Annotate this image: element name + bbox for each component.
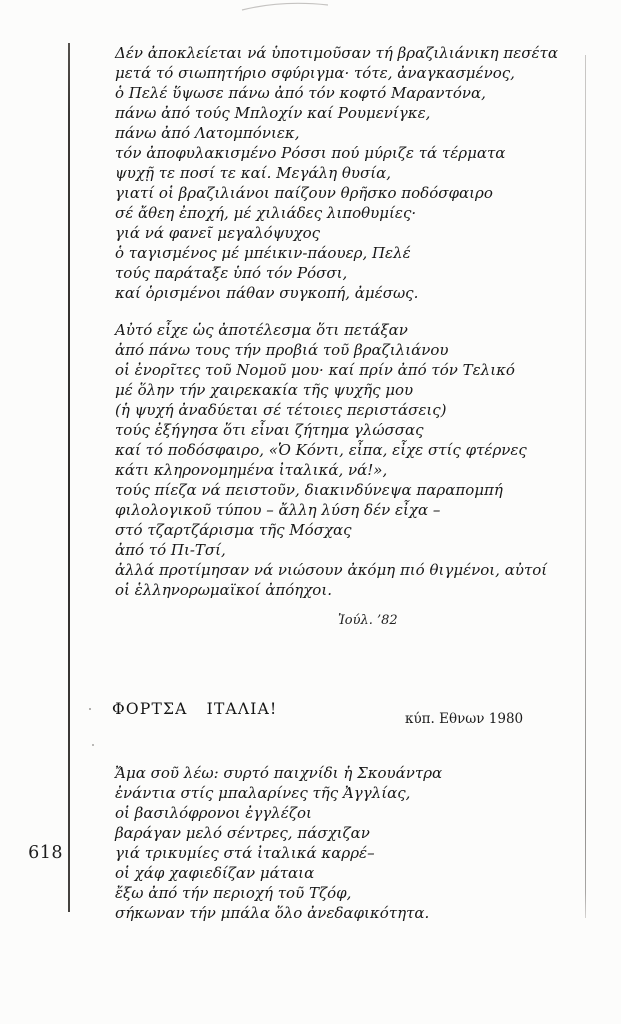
poem-line: γιατί οἱ βραζιλιάνοι παίζουν θρῆσκο ποδόσφαιρο: [115, 184, 493, 202]
poem-line: ἀπό πάνω τους τήν προβιά τοῦ βραζιλιάνου: [115, 341, 449, 359]
page-content: [112, 43, 605, 923]
poem-line: πάνω ἀπό τούς Μπλοχίν καί Ρουμενίγκε,: [115, 104, 431, 122]
poem-line: τούς πίεζα νά πειστοῦν, διακινδύνεψα παραπομπή: [115, 481, 503, 499]
poem-line: καί τό ποδόσφαιρο, «Ὁ Κόντι, εἶπα, εἶχε στίς φτέρνες: [115, 441, 527, 459]
scan-curve-artifact: [240, 0, 332, 14]
poem-line: οἱ βασιλόφρονοι ἐγγλέζοι: [115, 804, 312, 822]
poem-line: φιλολογικοῦ τύπου – ἄλλη λύση δέν εἶχα –: [115, 501, 441, 519]
poem2-title: ΦΟΡΤΣΑ ΙΤΑΛΙΑ!: [112, 700, 278, 718]
poem-line: καί ὁρισμένοι πάθαν συγκοπή, ἀμέσως.: [115, 284, 419, 302]
poem-line: κάτι κληρονομημένα ἰταλικά, νά!»,: [115, 461, 388, 479]
poem-line: τούς ἐξήγησα ὅτι εἶναι ζήτημα γλώσσας: [115, 421, 424, 439]
poem-line: Αὐτό εἶχε ὡς ἀποτέλεσμα ὅτι πετάξαν: [115, 321, 408, 339]
poem-line: ἔξω ἀπό τήν περιοχή τοῦ Τζόφ,: [115, 884, 352, 902]
poem-line: οἱ ἐνορῖτες τοῦ Νομοῦ μου· καί πρίν ἀπό τόν Τελικό: [115, 361, 515, 379]
poem-line: ἐνάντια στίς μπαλαρίνες τῆς Ἀγγλίας,: [115, 784, 411, 802]
poem-line: Ἄμα σοῦ λέω: συρτό παιχνίδι ἡ Σκουάντρα: [115, 764, 443, 782]
poem-line: Δέν ἀποκλείεται νά ὑποτιμοῦσαν τή βραζιλιάνικη πεσέτα: [115, 44, 558, 62]
poem2-header: [112, 699, 605, 727]
poem-line: (ἡ ψυχή ἀναδύεται σέ τέτοιες περιστάσεις): [115, 401, 447, 419]
poem-line: μετά τό σιωπητήριο σφύριγμα· τότε, ἀναγκασμένος,: [115, 64, 515, 82]
poem1-stanza1: [115, 43, 605, 303]
poem-line: ὁ ταγισμένος μέ μπέικιν-πάουερ, Πελέ: [115, 244, 411, 262]
poem-line: τούς παράταξε ὑπό τόν Ρόσσι,: [115, 264, 348, 282]
poem-line: βαράγαν μελό σέντρες, πάσχιζαν: [115, 824, 370, 842]
poem-line: οἱ ἑλληνορωμαϊκοί ἀπόηχοι.: [115, 581, 332, 599]
margin-rule: [68, 43, 70, 912]
poem-line: οἱ χάφ χαφιεδίζαν μάταια: [115, 864, 315, 882]
poem-line: γιά τρικυμίες στά ἰταλικά καρρέ–: [115, 844, 375, 862]
poem-line: τόν ἀποφυλακισμένο Ρόσσι πού μύριζε τά τέρματα: [115, 144, 506, 162]
poem-line: ἀλλά προτίμησαν νά νιώσουν ἀκόμη πιό θιγμένοι, αὐτοί: [115, 561, 548, 579]
poem-line: μέ ὅλην τήν χαιρεκακία τῆς ψυχῆς μου: [115, 381, 414, 399]
poem-line: σέ ἄθεη ἐποχή, μέ χιλιάδες λιποθυμίες·: [115, 204, 417, 222]
poem-line: ψυχῇ τε ποσί τε καί. Μεγάλη θυσία,: [115, 164, 392, 182]
poem-line: ὁ Πελέ ὕψωσε πάνω ἀπό τόν κοφτό Μαραντόνα,: [115, 84, 486, 102]
poem-line: πάνω ἀπό Λατομπόνιεκ,: [115, 124, 300, 142]
poem-line: στό τζαρτζάρισμα τῆς Μόσχας: [115, 521, 352, 539]
poem1-stanza2: [115, 320, 605, 600]
poem-line: ἀπό τό Πι-Τσί,: [115, 541, 226, 559]
scan-speck: [89, 708, 91, 710]
poem2-stanza: [115, 763, 605, 923]
poem-line: σήκωναν τήν μπάλα ὅλο ἀνεδαφικότητα.: [115, 904, 430, 922]
poem2-attribution: κύπ. Εθνων 1980: [405, 711, 524, 727]
poem-line: γιά νά φανεῖ μεγαλόψυχος: [115, 224, 321, 242]
scan-speck: [92, 744, 94, 746]
poem1-date: Ἰούλ. ’82: [338, 613, 398, 628]
page-number: 618: [28, 843, 63, 863]
